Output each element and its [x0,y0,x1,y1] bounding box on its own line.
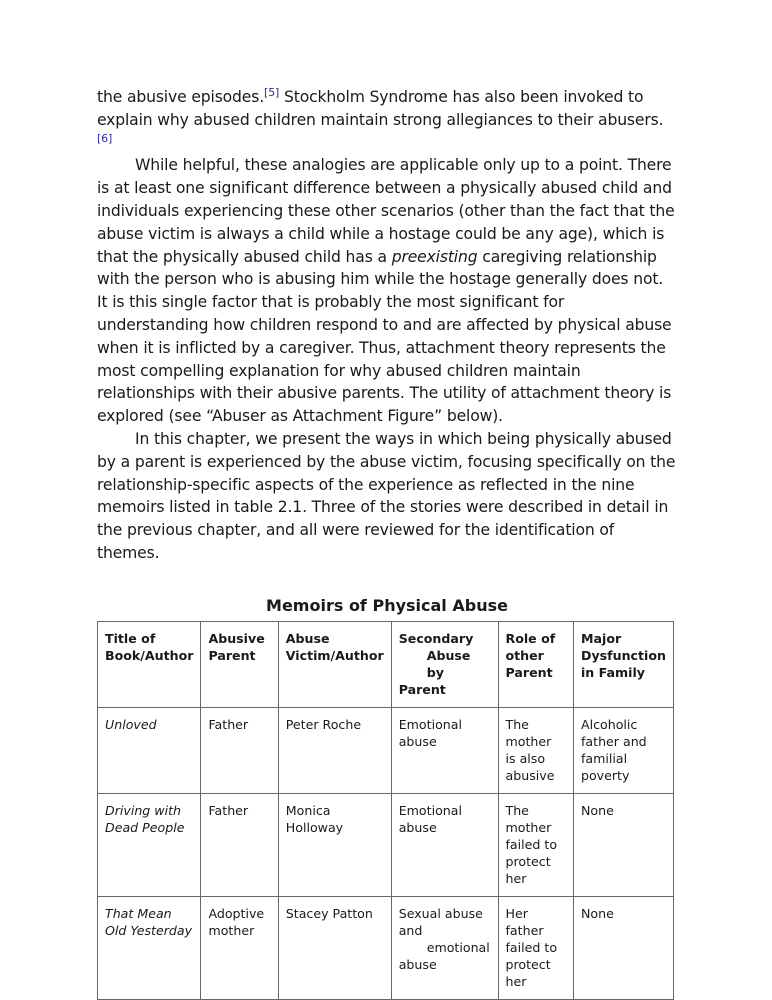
cell-line: and [398,922,423,938]
cell-major-dysfunction [573,707,673,793]
cell-line: None [580,802,614,818]
header-line: Book/Author [105,647,194,663]
cell-line: The mother [505,802,552,835]
table-row [98,896,674,999]
paragraph-2-text-a: While helpful, these analogies are applicable only up to a point. There is at least one significant difference between a physically abused child and individuals experiencing these other scenarios (other than the fact that the abuse victim is always a child while a hostage could be any age), which is that the physically abused child has a [97,156,675,266]
header-line: Parent [208,647,256,663]
cell-line: Monica [285,802,331,818]
cell-line: None [580,905,614,921]
cell-line: protect her [505,853,551,886]
header-line: Parent [505,664,553,680]
cell-line: abusive [505,767,555,783]
cell-title-author [98,793,201,896]
paragraph-3: In this chapter, we present the ways in which being physically abused by a parent is experienced by the abuse victim, focusing specifically on the relationship-specific aspects of the experience as reflected in the nine memoirs listed in table 2.1. Three of the stories were described in detail in the previous chapter, and all were reviewed for the identification of themes. [97,429,676,562]
cell-secondary-abuse [391,896,498,999]
header-line: Parent [398,681,446,697]
cell-other-parent-role [498,793,573,896]
cell-line: Father [208,802,249,818]
header-line: Abusive [208,630,265,646]
cell-line: Holloway [285,819,344,835]
header-line: Major [580,630,622,646]
cell-secondary-abuse [391,707,498,793]
header-major-dysfunction [573,621,673,707]
cell-title-author [98,896,201,999]
cell-line: is also [505,750,546,766]
cell-title-author [98,707,201,793]
header-secondary-abuse [391,621,498,707]
paragraph-1 [97,86,677,154]
header-line: Role of other [505,630,556,663]
cell-line: abuse [398,733,437,749]
cell-line: Emotional [398,716,462,732]
cell-line: Her father [505,905,544,938]
header-other-parent-role [498,621,573,707]
header-line: Title of [105,630,156,646]
paragraph-1-text-a: the abusive episodes. [97,88,265,106]
cell-line: familial [580,750,628,766]
cell-line: Sexual abuse [398,905,483,921]
table-title: Memoirs of Physical Abuse [266,595,508,615]
document-page [97,86,677,1000]
paragraph-2-emphasis: preexisting [391,247,478,266]
header-line: Secondary [398,630,474,646]
header-victim-author [278,621,391,707]
cell-line: poverty [580,767,630,783]
table-row [98,793,674,896]
memoirs-table [97,621,674,1000]
cell-other-parent-role [498,896,573,999]
header-line: Abuse [285,630,330,646]
cell-line: The mother [505,716,552,749]
cell-line: Stacey Patton [285,905,373,921]
header-line: in Family [580,664,645,680]
cell-line: Old Yesterday [105,922,193,938]
header-title-author [98,621,201,707]
cell-abusive-parent [201,896,278,999]
cell-victim-author [278,896,391,999]
cell-secondary-abuse [391,793,498,896]
cell-line: failed to [505,836,558,852]
footnote-link-5[interactable]: [5] [264,86,280,99]
header-line: Dysfunction [580,647,666,663]
table-row [98,707,674,793]
header-abusive-parent [201,621,278,707]
paragraph-1-text-b: Stockholm Syndrome has also been invoked to explain why abused children maintain strong allegiances to their abusers. [97,88,664,129]
paragraph-2 [97,154,677,428]
cell-line: Unloved [105,716,157,732]
cell-line: protect her [505,956,551,989]
header-line: Abuse by [426,647,471,680]
cell-abusive-parent [201,793,278,896]
cell-line: Driving with [105,802,182,818]
cell-line: mother [208,922,255,938]
cell-line: That Mean [105,905,172,921]
cell-line: father and [580,733,647,749]
paragraph-2-text-b: caregiving relationship with the person who is abusing him while the hostage generally does not. It is this single factor that is probably the most significant for understanding how children respond to and are affected by physical abuse when it is inflicted by a caregiver. Thus, attachment theory represents the most compelling explanation for why abused children maintain relationships with their abusive parents. The utility of attachment theory is explored (see “Abuser as Attachment Figure” below). [97,247,672,426]
cell-other-parent-role [498,707,573,793]
cell-line: Emotional [398,802,462,818]
cell-victim-author [278,793,391,896]
footnote-link-6[interactable]: [6] [97,131,113,145]
cell-line: Father [208,716,249,732]
cell-victim-author [278,707,391,793]
cell-major-dysfunction [573,896,673,999]
cell-abusive-parent [201,707,278,793]
cell-line: abuse [398,956,437,972]
cell-major-dysfunction [573,793,673,896]
header-line: Victim/Author [285,647,384,663]
cell-line: Peter Roche [285,716,362,732]
cell-line: abuse [398,819,437,835]
cell-line: Dead People [105,819,185,835]
table-header-row [98,621,674,707]
cell-line: emotional [426,939,490,955]
cell-line: failed to [505,939,558,955]
cell-line: Adoptive [208,905,265,921]
cell-line: Alcoholic [580,716,638,732]
